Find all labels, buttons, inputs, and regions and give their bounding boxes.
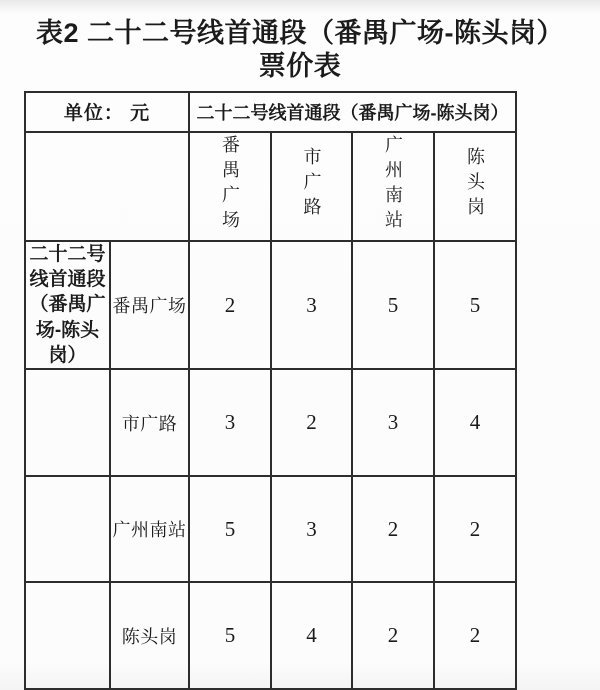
column-header-row [25,132,516,241]
row-header-chentougang: 陈头岗 [110,582,189,689]
fare-cell: 3 [271,476,352,582]
fare-cell: 2 [271,369,352,476]
table-row [25,476,516,582]
fare-cell: 2 [189,241,271,369]
fare-table [24,91,517,690]
row-group-empty-cell [25,476,110,582]
col-header-guangzhou-south [352,132,434,241]
fare-cell: 2 [434,582,516,689]
col-header-label: 市广路 [301,147,322,223]
fare-cell: 2 [434,476,516,582]
page-title-line1: 表2 二十二号线首通段（番禺广场-陈头岗） [35,18,564,48]
table-header-row [25,92,516,132]
page-title-line2: 票价表 [258,51,342,82]
table-row [25,582,516,689]
row-header-shiguang-road: 市广路 [110,369,189,476]
row-header-guangzhou-south: 广州南站 [110,476,189,582]
corner-empty-cell [25,132,189,241]
col-header-panyu-square [189,132,271,241]
fare-cell: 3 [352,369,434,476]
fare-cell: 5 [189,476,271,582]
row-group-empty-cell [25,582,110,689]
table-row [25,369,516,476]
page-title [0,0,600,84]
fare-cell: 5 [352,241,434,369]
col-header-chentougang [434,132,516,241]
col-header-label: 番禺广场 [220,134,240,235]
fare-cell: 4 [434,369,516,476]
fare-cell: 5 [434,241,516,369]
row-header-panyu-square: 番禺广场 [110,241,189,369]
section-label-cell: 二十二号线首通段（番禺广场-陈头岗） [189,92,516,132]
fare-cell: 4 [271,582,352,689]
fare-cell: 2 [352,582,434,689]
fare-cell: 3 [271,241,352,369]
unit-label-cell: 单位： 元 [25,92,189,132]
fare-cell: 2 [352,476,434,582]
row-group-label-cell: 二十二号线首通段（番禺广场-陈头岗） [25,241,110,369]
col-header-shiguang-road [271,132,352,241]
row-group-empty-cell [25,369,110,476]
table-row [25,241,516,369]
col-header-label: 广州南站 [383,134,403,235]
fare-cell: 3 [189,369,271,476]
col-header-label: 陈头岗 [465,147,485,223]
fare-cell: 5 [189,582,271,689]
